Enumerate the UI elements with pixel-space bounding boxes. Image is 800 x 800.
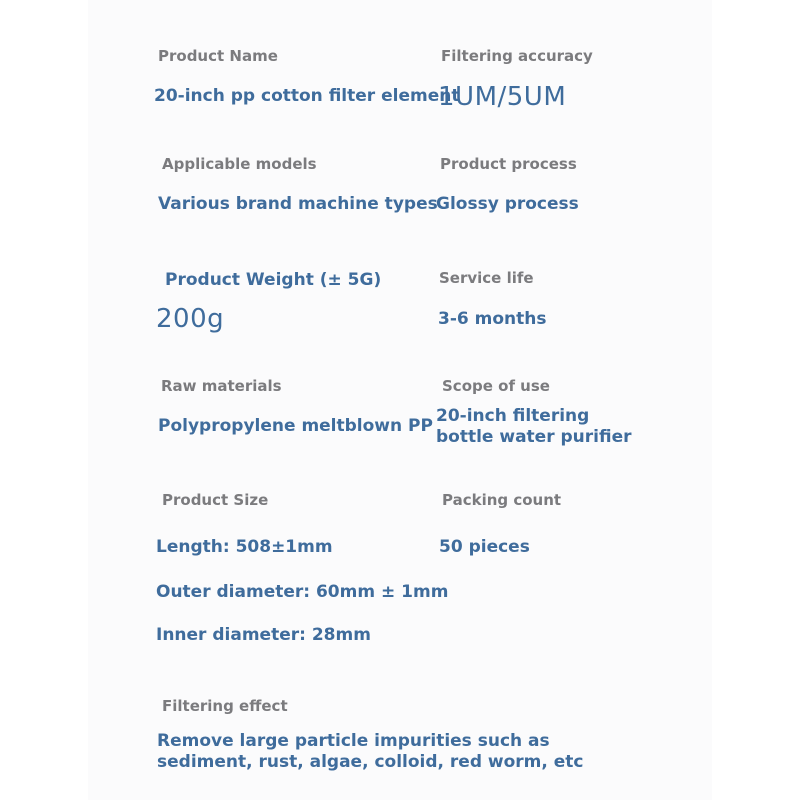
product-size-outer-diameter: Outer diameter: 60mm ± 1mm [156,582,449,602]
filtering-effect-label: Filtering effect [162,697,288,715]
applicable-models-value: Various brand machine types [158,194,438,214]
product-weight-label: Product Weight (± 5G) [165,270,382,290]
product-size-label: Product Size [162,491,269,509]
product-weight-value: 200g [156,304,225,334]
raw-materials-value: Polypropylene meltblown PP [158,416,433,436]
service-life-label: Service life [439,269,534,287]
filtering-accuracy-label: Filtering accuracy [441,47,593,65]
raw-materials-label: Raw materials [161,377,282,395]
packing-count-value: 50 pieces [439,537,530,557]
product-process-label: Product process [440,155,577,173]
scope-of-use-label: Scope of use [442,377,550,395]
filtering-accuracy-value: 1UM/5UM [438,82,567,112]
spec-sheet-background [88,0,712,800]
filtering-effect-value: Remove large particle impurities such as sediment, rust, algae, colloid, red worm, etc [157,731,584,772]
applicable-models-label: Applicable models [162,155,317,173]
product-name-label: Product Name [158,47,278,65]
scope-of-use-value: 20-inch filtering bottle water purifier [436,406,632,447]
packing-count-label: Packing count [442,491,562,509]
product-size-inner-diameter: Inner diameter: 28mm [156,625,371,645]
service-life-value: 3-6 months [438,309,547,329]
product-process-value: Glossy process [436,194,579,214]
product-name-value: 20-inch pp cotton filter element [154,86,460,106]
product-size-length: Length: 508±1mm [156,537,333,557]
